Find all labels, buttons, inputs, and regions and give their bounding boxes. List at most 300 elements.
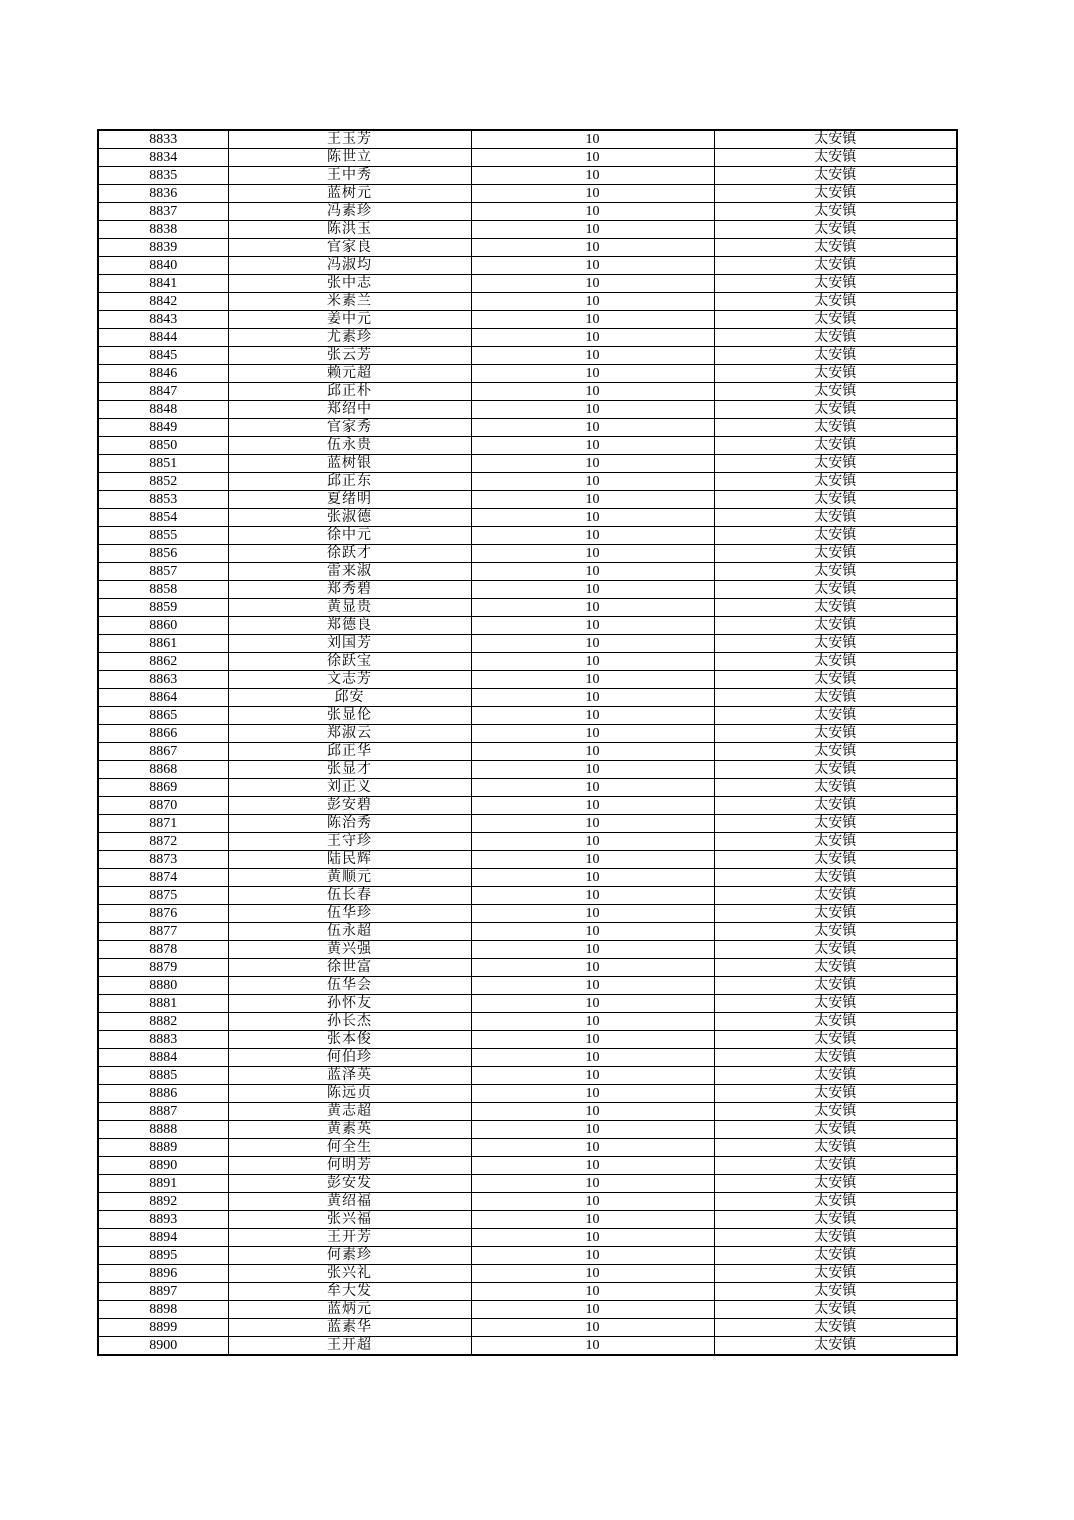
table-row [98,617,957,635]
table-row [98,1121,957,1139]
cell-name: 何伯珍 [228,1049,471,1067]
cell-name: 黄顺元 [228,869,471,887]
cell-number: 8884 [98,1049,228,1067]
cell-number: 8839 [98,239,228,257]
cell-number: 8856 [98,545,228,563]
cell-town: 太安镇 [714,257,957,275]
cell-amount: 10 [471,1103,714,1121]
cell-town: 太安镇 [714,221,957,239]
table-row [98,347,957,365]
cell-town: 太安镇 [714,1319,957,1337]
cell-amount: 10 [471,959,714,977]
cell-number: 8864 [98,689,228,707]
cell-amount: 10 [471,527,714,545]
table-row [98,149,957,167]
cell-number: 8847 [98,383,228,401]
table-row [98,689,957,707]
cell-name: 郑绍中 [228,401,471,419]
cell-number: 8844 [98,329,228,347]
cell-town: 太安镇 [714,1301,957,1319]
cell-name: 邱正朴 [228,383,471,401]
cell-amount: 10 [471,923,714,941]
cell-town: 太安镇 [714,995,957,1013]
cell-town: 太安镇 [714,689,957,707]
cell-number: 8861 [98,635,228,653]
table-row [98,1211,957,1229]
cell-name: 雷来淑 [228,563,471,581]
cell-amount: 10 [471,599,714,617]
cell-amount: 10 [471,707,714,725]
cell-amount: 10 [471,977,714,995]
cell-name: 牟大发 [228,1283,471,1301]
table-row [98,1265,957,1283]
cell-number: 8866 [98,725,228,743]
table-row [98,923,957,941]
table-row [98,293,957,311]
cell-amount: 10 [471,995,714,1013]
table-row [98,761,957,779]
cell-town: 太安镇 [714,725,957,743]
table-body [98,130,957,1355]
cell-name: 孙长杰 [228,1013,471,1031]
cell-number: 8883 [98,1031,228,1049]
cell-town: 太安镇 [714,653,957,671]
cell-town: 太安镇 [714,509,957,527]
cell-name: 郑秀碧 [228,581,471,599]
cell-town: 太安镇 [714,671,957,689]
cell-name: 孙怀友 [228,995,471,1013]
cell-number: 8834 [98,149,228,167]
cell-amount: 10 [471,797,714,815]
cell-amount: 10 [471,1265,714,1283]
cell-name: 伍华会 [228,977,471,995]
table-row [98,1085,957,1103]
cell-town: 太安镇 [714,1031,957,1049]
cell-name: 何全生 [228,1139,471,1157]
cell-amount: 10 [471,167,714,185]
cell-amount: 10 [471,635,714,653]
cell-amount: 10 [471,149,714,167]
cell-name: 米素兰 [228,293,471,311]
cell-amount: 10 [471,545,714,563]
table-row [98,815,957,833]
table-row [98,995,957,1013]
cell-town: 太安镇 [714,473,957,491]
cell-town: 太安镇 [714,130,957,149]
cell-number: 8851 [98,455,228,473]
cell-name: 冯淑均 [228,257,471,275]
table-row [98,599,957,617]
cell-number: 8873 [98,851,228,869]
table-row [98,581,957,599]
cell-name: 官家秀 [228,419,471,437]
cell-name: 徐跃才 [228,545,471,563]
cell-amount: 10 [471,401,714,419]
table-row [98,329,957,347]
cell-number: 8870 [98,797,228,815]
cell-town: 太安镇 [714,347,957,365]
cell-number: 8882 [98,1013,228,1031]
cell-number: 8887 [98,1103,228,1121]
cell-name: 彭安碧 [228,797,471,815]
cell-town: 太安镇 [714,1157,957,1175]
cell-town: 太安镇 [714,1265,957,1283]
cell-name: 邱正华 [228,743,471,761]
cell-town: 太安镇 [714,1103,957,1121]
table-row [98,1247,957,1265]
cell-name: 黄志超 [228,1103,471,1121]
cell-name: 伍永贵 [228,437,471,455]
cell-number: 8869 [98,779,228,797]
table-row [98,1013,957,1031]
cell-town: 太安镇 [714,401,957,419]
cell-town: 太安镇 [714,365,957,383]
table-row [98,401,957,419]
cell-number: 8841 [98,275,228,293]
cell-town: 太安镇 [714,491,957,509]
cell-town: 太安镇 [714,1211,957,1229]
cell-town: 太安镇 [714,1013,957,1031]
cell-name: 蓝炳元 [228,1301,471,1319]
cell-town: 太安镇 [714,1283,957,1301]
cell-amount: 10 [471,1319,714,1337]
cell-number: 8857 [98,563,228,581]
cell-name: 伍长春 [228,887,471,905]
cell-name: 王玉芳 [228,130,471,149]
cell-number: 8862 [98,653,228,671]
cell-number: 8898 [98,1301,228,1319]
cell-number: 8835 [98,167,228,185]
cell-number: 8859 [98,599,228,617]
table-row [98,437,957,455]
cell-town: 太安镇 [714,1247,957,1265]
cell-name: 刘正义 [228,779,471,797]
table-row [98,1067,957,1085]
cell-name: 黄显贵 [228,599,471,617]
cell-town: 太安镇 [714,707,957,725]
cell-amount: 10 [471,761,714,779]
cell-amount: 10 [471,1229,714,1247]
cell-name: 姜中元 [228,311,471,329]
table-row [98,383,957,401]
cell-town: 太安镇 [714,923,957,941]
table-row [98,311,957,329]
table-row [98,203,957,221]
cell-number: 8867 [98,743,228,761]
cell-name: 伍华珍 [228,905,471,923]
cell-town: 太安镇 [714,563,957,581]
cell-amount: 10 [471,1247,714,1265]
cell-number: 8889 [98,1139,228,1157]
cell-amount: 10 [471,1175,714,1193]
cell-amount: 10 [471,383,714,401]
cell-amount: 10 [471,311,714,329]
table-row [98,257,957,275]
cell-amount: 10 [471,293,714,311]
cell-amount: 10 [471,1301,714,1319]
cell-number: 8865 [98,707,228,725]
cell-town: 太安镇 [714,1193,957,1211]
table-row [98,130,957,149]
cell-name: 陈洪玉 [228,221,471,239]
cell-name: 伍永超 [228,923,471,941]
table-row [98,473,957,491]
cell-amount: 10 [471,1013,714,1031]
cell-amount: 10 [471,617,714,635]
table-row [98,1049,957,1067]
cell-number: 8855 [98,527,228,545]
cell-amount: 10 [471,1031,714,1049]
cell-town: 太安镇 [714,167,957,185]
cell-amount: 10 [471,779,714,797]
cell-town: 太安镇 [714,977,957,995]
cell-name: 徐中元 [228,527,471,545]
table-row [98,959,957,977]
cell-number: 8848 [98,401,228,419]
cell-amount: 10 [471,473,714,491]
cell-name: 蓝泽英 [228,1067,471,1085]
cell-number: 8846 [98,365,228,383]
cell-amount: 10 [471,347,714,365]
cell-town: 太安镇 [714,383,957,401]
cell-name: 张兴礼 [228,1265,471,1283]
table-row [98,1157,957,1175]
cell-town: 太安镇 [714,1229,957,1247]
cell-amount: 10 [471,689,714,707]
table-row [98,221,957,239]
cell-name: 尤素珍 [228,329,471,347]
table-row [98,1031,957,1049]
table-row [98,365,957,383]
table-row [98,1193,957,1211]
table-row [98,545,957,563]
cell-number: 8881 [98,995,228,1013]
cell-name: 蓝素华 [228,1319,471,1337]
cell-name: 黄素英 [228,1121,471,1139]
cell-town: 太安镇 [714,941,957,959]
cell-town: 太安镇 [714,455,957,473]
cell-amount: 10 [471,130,714,149]
table-row [98,653,957,671]
cell-town: 太安镇 [714,779,957,797]
table-row [98,797,957,815]
cell-amount: 10 [471,1337,714,1356]
cell-town: 太安镇 [714,203,957,221]
cell-name: 张兴福 [228,1211,471,1229]
table-row [98,419,957,437]
cell-name: 陈治秀 [228,815,471,833]
table-row [98,1103,957,1121]
cell-number: 8885 [98,1067,228,1085]
cell-town: 太安镇 [714,149,957,167]
cell-number: 8888 [98,1121,228,1139]
cell-number: 8838 [98,221,228,239]
table-row [98,887,957,905]
cell-name: 陆民辉 [228,851,471,869]
table-row [98,1283,957,1301]
cell-amount: 10 [471,653,714,671]
cell-name: 张本俊 [228,1031,471,1049]
cell-name: 何明芳 [228,1157,471,1175]
cell-number: 8900 [98,1337,228,1356]
cell-name: 彭安发 [228,1175,471,1193]
table-row [98,869,957,887]
cell-number: 8875 [98,887,228,905]
cell-number: 8892 [98,1193,228,1211]
table-row [98,707,957,725]
cell-town: 太安镇 [714,617,957,635]
cell-number: 8872 [98,833,228,851]
cell-number: 8858 [98,581,228,599]
cell-name: 郑淑云 [228,725,471,743]
cell-number: 8845 [98,347,228,365]
cell-name: 刘国芳 [228,635,471,653]
table-row [98,167,957,185]
cell-town: 太安镇 [714,275,957,293]
cell-number: 8863 [98,671,228,689]
cell-number: 8896 [98,1265,228,1283]
cell-town: 太安镇 [714,419,957,437]
cell-number: 8840 [98,257,228,275]
table-row [98,455,957,473]
cell-amount: 10 [471,437,714,455]
table-row [98,1337,957,1356]
cell-amount: 10 [471,1067,714,1085]
cell-amount: 10 [471,563,714,581]
cell-town: 太安镇 [714,833,957,851]
cell-amount: 10 [471,1139,714,1157]
cell-name: 王守珍 [228,833,471,851]
cell-name: 陈世立 [228,149,471,167]
cell-number: 8833 [98,130,228,149]
cell-town: 太安镇 [714,1085,957,1103]
cell-number: 8853 [98,491,228,509]
cell-town: 太安镇 [714,959,957,977]
cell-amount: 10 [471,941,714,959]
cell-name: 陈远贞 [228,1085,471,1103]
cell-number: 8842 [98,293,228,311]
cell-number: 8894 [98,1229,228,1247]
cell-number: 8843 [98,311,228,329]
cell-number: 8899 [98,1319,228,1337]
cell-name: 王开超 [228,1337,471,1356]
cell-town: 太安镇 [714,581,957,599]
cell-amount: 10 [471,581,714,599]
cell-town: 太安镇 [714,1067,957,1085]
table-row [98,635,957,653]
cell-amount: 10 [471,1049,714,1067]
cell-amount: 10 [471,419,714,437]
cell-name: 黄兴强 [228,941,471,959]
cell-number: 8876 [98,905,228,923]
table-row [98,977,957,995]
table-row [98,275,957,293]
cell-town: 太安镇 [714,797,957,815]
cell-town: 太安镇 [714,329,957,347]
table-row [98,851,957,869]
cell-name: 邱安 [228,689,471,707]
table-row [98,1139,957,1157]
cell-name: 徐世富 [228,959,471,977]
cell-amount: 10 [471,1085,714,1103]
cell-number: 8836 [98,185,228,203]
cell-number: 8897 [98,1283,228,1301]
cell-amount: 10 [471,257,714,275]
cell-number: 8879 [98,959,228,977]
cell-name: 王中秀 [228,167,471,185]
cell-name: 张显伦 [228,707,471,725]
cell-name: 黄绍福 [228,1193,471,1211]
table-row [98,1301,957,1319]
cell-amount: 10 [471,221,714,239]
cell-number: 8891 [98,1175,228,1193]
cell-amount: 10 [471,239,714,257]
table-row [98,1319,957,1337]
cell-amount: 10 [471,275,714,293]
cell-amount: 10 [471,851,714,869]
cell-number: 8895 [98,1247,228,1265]
cell-town: 太安镇 [714,905,957,923]
cell-name: 官家良 [228,239,471,257]
table-row [98,563,957,581]
cell-amount: 10 [471,203,714,221]
cell-amount: 10 [471,455,714,473]
table-row [98,509,957,527]
cell-amount: 10 [471,833,714,851]
cell-number: 8837 [98,203,228,221]
cell-town: 太安镇 [714,815,957,833]
table-row [98,743,957,761]
cell-name: 邱正东 [228,473,471,491]
cell-number: 8877 [98,923,228,941]
cell-name: 张淑德 [228,509,471,527]
cell-town: 太安镇 [714,1121,957,1139]
cell-amount: 10 [471,365,714,383]
cell-town: 太安镇 [714,527,957,545]
cell-amount: 10 [471,1211,714,1229]
cell-number: 8886 [98,1085,228,1103]
table-row [98,491,957,509]
table-row [98,239,957,257]
cell-number: 8880 [98,977,228,995]
table-row [98,185,957,203]
cell-town: 太安镇 [714,743,957,761]
cell-name: 冯素珍 [228,203,471,221]
cell-amount: 10 [471,491,714,509]
cell-town: 太安镇 [714,1139,957,1157]
cell-town: 太安镇 [714,887,957,905]
table-row [98,833,957,851]
cell-number: 8852 [98,473,228,491]
data-table [97,129,958,1356]
cell-town: 太安镇 [714,1175,957,1193]
table-row [98,527,957,545]
cell-amount: 10 [471,887,714,905]
cell-amount: 10 [471,671,714,689]
cell-number: 8868 [98,761,228,779]
cell-amount: 10 [471,869,714,887]
cell-town: 太安镇 [714,545,957,563]
cell-amount: 10 [471,1157,714,1175]
cell-number: 8849 [98,419,228,437]
table-row [98,1175,957,1193]
cell-town: 太安镇 [714,293,957,311]
cell-number: 8878 [98,941,228,959]
cell-town: 太安镇 [714,437,957,455]
cell-town: 太安镇 [714,185,957,203]
cell-name: 郑德良 [228,617,471,635]
cell-name: 赖元超 [228,365,471,383]
